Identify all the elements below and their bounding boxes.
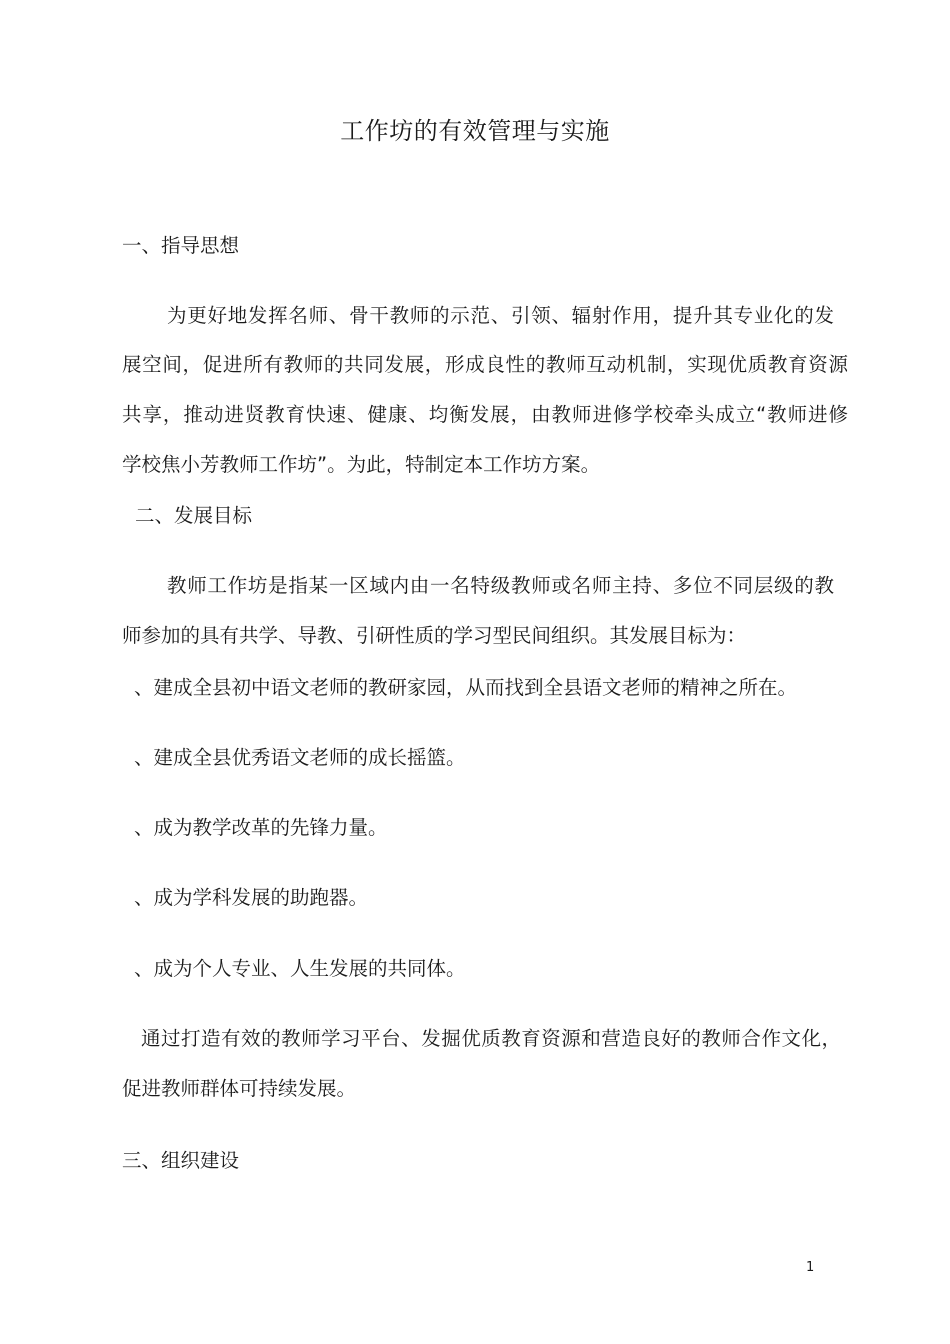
paragraph-line: 教师工作坊是指某一区域内由一名特级教师或名师主持、多位不同层级的教 (167, 574, 834, 597)
document-title: 工作坊的有效管理与实施 (340, 117, 610, 145)
goal-item: 、成为个人专业、人生发展的共同体。 (134, 957, 466, 980)
paragraph-line: 师参加的具有共学、导教、引研性质的学习型民间组织。其发展目标为： (122, 624, 747, 647)
paragraph-line: 为更好地发挥名师、骨干教师的示范、引领、辐射作用，提升其专业化的发 (167, 304, 834, 327)
page-number: 1 (806, 1260, 815, 1275)
section-heading: 三、组织建设 (122, 1149, 240, 1172)
section-heading: 二、发展目标 (135, 504, 253, 527)
paragraph-line: 促进教师群体可持续发展。 (122, 1077, 357, 1100)
paragraph-line: 展空间，促进所有教师的共同发展，形成良性的教师互动机制，实现优质教育资源 (122, 353, 848, 376)
goal-item: 、成为学科发展的助跑器。 (134, 886, 369, 909)
paragraph-line: 共享，推动进贤教育快速、健康、均衡发展，由教师进修学校牵头成立“教师进修 (122, 403, 848, 426)
paragraph-line: 通过打造有效的教师学习平台、发掘优质教育资源和营造良好的教师合作文化， (141, 1027, 841, 1050)
section-heading: 一、指导思想 (122, 234, 240, 257)
paragraph-line: 学校焦小芳教师工作坊”。为此，特制定本工作坊方案。 (122, 453, 601, 476)
goal-item: 、建成全县优秀语文老师的成长摇篮。 (134, 746, 466, 769)
goal-item: 、建成全县初中语文老师的教研家园，从而找到全县语文老师的精神之所在。 (134, 676, 798, 699)
goal-item: 、成为教学改革的先锋力量。 (134, 816, 388, 839)
